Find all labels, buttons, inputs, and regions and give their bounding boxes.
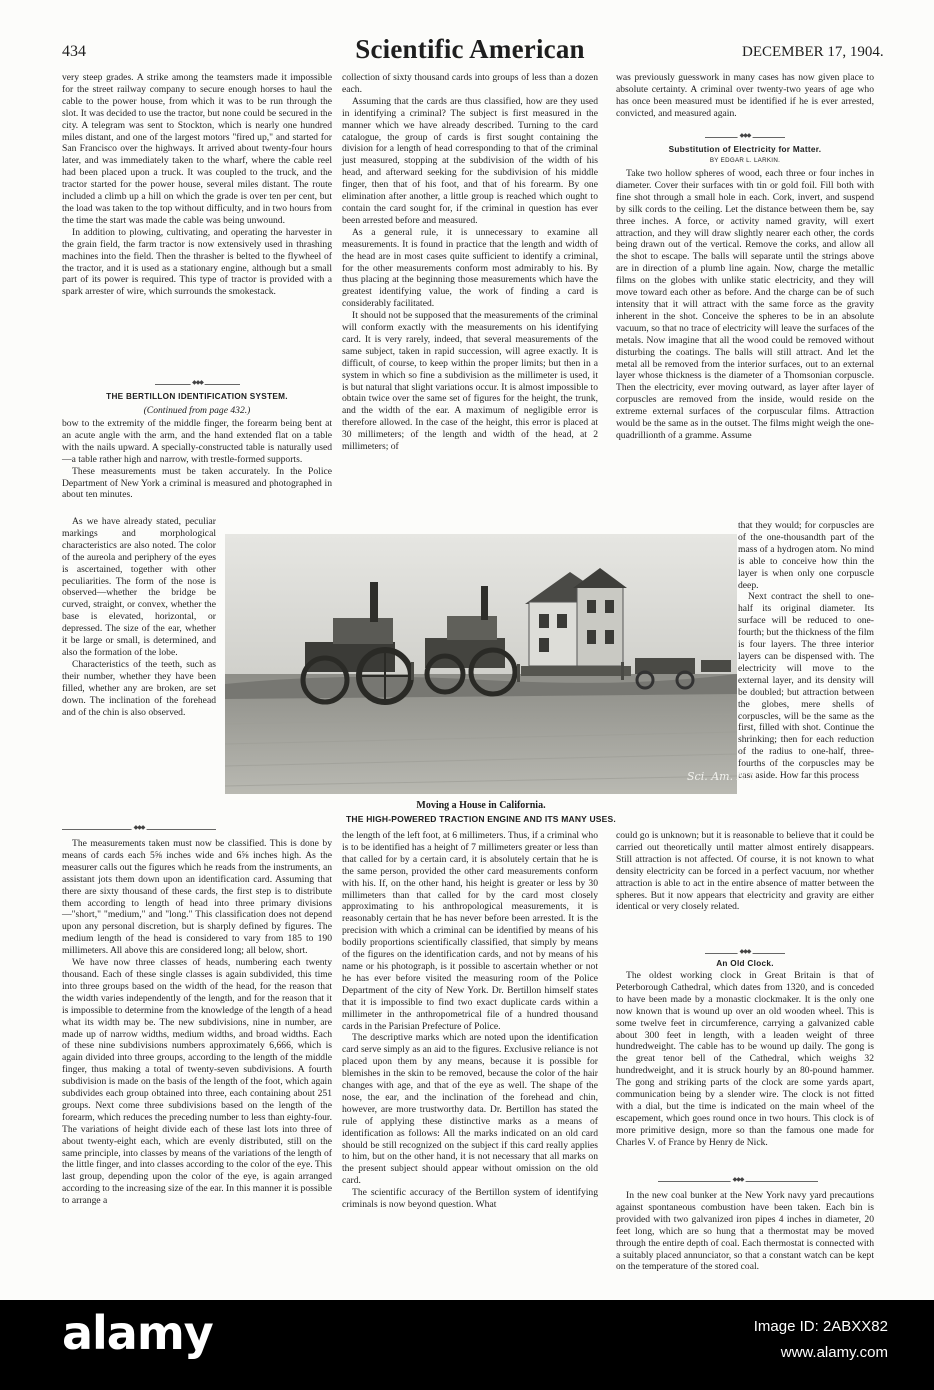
column-2-lower <box>342 830 598 1292</box>
paragraph-classified: The measurements taken must now be classified. This is done by means of cards each 5⅝ inches wide and 6⅝ inches high. As the measurer calls out the figures which he reads from the instruments, an assistant jots them down upon an identification card. Assuming that there are sixty thousand of these cards, the first step is to distribute them according to length of head into three primary divisions—"short," "medium," and "long." This classification does not depend upon any personal discretion, but is sharply defined by figures. The medium length of the head is considered to vary from 185 to 190 millimeters. All above this are considered long; all below, short. <box>62 838 332 957</box>
paragraph-markings: As we have already stated, peculiar markings and morphological characteristics are also noted. The color of the aureola and periphery of the eyes is ascertained, together with other peculiarities. The form of the nose is observed—whether the bridge be curved, straight, or convex, whether the base is elevated, horizontal, or depressed. The size of the ear, whether it be large or small, is determined, and also the formation of the lobe. <box>62 516 216 658</box>
column-3-narrow <box>738 520 874 825</box>
paragraph-could-go: could go is unknown; but it is reasonable to believe that it could be carried out theoretically until matter almost entirely disappears. Still attraction is not affected. Of course, it is not known to what density electricity can be forced in a perfect vacuum, nor whether attraction is able to act in the entire absence of matter between the spheres. But it now appears that electricity and gravity are either identical or very closely related. <box>616 830 874 913</box>
bertillon-continued-note: (Continued from page 432.) <box>143 405 251 416</box>
paragraph-accurately: These measurements must be taken accurately. In the Police Department of New York a criminal is measured and photographed in about ten minutes. <box>62 465 332 501</box>
separator-rule <box>658 1181 818 1182</box>
column-3-electricity <box>616 168 874 518</box>
separator-rule <box>155 384 240 385</box>
paragraph-teamsters: very steep grades. A strike among the teamsters made it impossible for the street railway company to secure enough horses to haul the cable to the power house, from which it was to be run through the slot. It was decided to use the tractor, but none could be secured in the city. A telegram was sent to Stockton, which is nearly one hundred miles distant, and one of the largest motors "fired up," and started for San Francisco over the highways. It arrived about twenty-four hours later, and was immediately taken to the wharf, where the cable reel had been placed upon a truck. It was coupled to the truck, and the tractor started for the power house, several miles distant. The route included a climb up a hill on which the grade is over ten per cent, but the load was taken to the top without difficulty, and in two hours from the time the start was made the cable was being unwound. <box>62 72 332 226</box>
paragraph-forearm: bow to the extremity of the middle finger, the forearm being bent at an acute angle with the arm, and the hand extended flat on a table with the nails upward. A specially-constructed table is naturally used—a table rather high and narrow, with trestle-formed supports. <box>62 418 332 465</box>
watermark-image-id: Image ID: 2ABXX82 <box>753 1318 888 1335</box>
column-3-clock <box>616 970 874 1178</box>
paragraph-plowing: In addition to plowing, cultivating, and operating the harvester in the grain field, the farm tractor is now extensively used in thrashing machines into the field. Then the thrasher is belted to the flywheel of the tractor, and it is used as a stationary engine, although but a small part of its power is required. This type of tractor is provided with a spark arrester of wire, which surrounds the smokestack. <box>62 226 332 298</box>
paragraph-left-foot: the length of the left foot, at 6 millimeters. Thus, if a criminal who is to be identified has a height of 7 millimeters greater or less than that called for by a certain card, it is absolutely certain that he is the same person, provided the other card measurements conform with his. If, on the other hand, his height is greater or less by 30 millimeters than that called for by the card most closely approximating to his anthropological measurements, it is reasonably certain that he has never before been arrested. It is the precision with which a criminal can be identified by means of his bodily proportions scientifically classified, that simply by means of the figures on the identification cards, and not by means of his name or his photograph, is it possible to ascertain whether or not he has ever before visited the measuring room of the Police Department of the city of New York. Dr. Bertillon himself states that it is impossible to find two exact duplicate cards within a millimeter in the anthropometrical file of a hundred thousand cards in the Parisian Prefecture of Police. <box>342 830 598 1032</box>
clock-heading: An Old Clock. <box>716 959 774 968</box>
electricity-heading: Substitution of Electricity for Matter. <box>668 145 822 154</box>
column-3-top <box>616 72 874 132</box>
column-3-lower <box>616 830 874 950</box>
separator-rule <box>62 829 216 830</box>
separator-rule <box>705 953 785 954</box>
watermark-logo: alamy <box>62 1306 213 1360</box>
issue-date: DECEMBER 17, 1904. <box>742 44 884 60</box>
column-1-forearm <box>62 418 332 514</box>
paragraph-teeth: Characteristics of the teeth, such as their number, whether they have been filled, whether any are broken, are set down. The inclination of the forehead and of the chin is also observed. <box>62 658 216 718</box>
paragraph-not-supposed: It should not be supposed that the measurements of the criminal will conform exactly with the measurements on his identifying card. It is very rarely, indeed, that several measurements of the same subject, taken in rapid succession, will agree exactly. It is difficult, of course, to keep within the proper limits; but then in a system in which so fine a subdivision as the millimeter is used, it is but natural that slight variations occur. It is almost impossible to obtain twice over the same set of figures for the height, the trunk, and the width of the ear. A maximum of negligible error is therefore allowed. In the case of the height, this error is placed at 30 millimeters; of the length and width of the head, at 2 millimeters; of <box>342 310 598 453</box>
magazine-title: Scientific American <box>355 34 585 64</box>
paragraph-assuming: Assuming that the cards are thus classified, how are they used in identifying a criminal? The subject is first measured in the manner which we have already described. Turning to the card catalogue, the group of cards is first sought containing the division for a length of head corresponding to that of the criminal just measured, stopping at the subdivision of the width of his head, and afterward seeking for the subdivision of his middle finger, then that of his foot, and that of his forearm. By one elimination after another, a little group is reached which ought to contain the card sought for, if the criminal in question has ever been arrested before and measured. <box>342 95 598 226</box>
paragraph-clock: The oldest working clock in Great Britain is that of Peterborough Cathedral, which dates from 1320, and is conceded to have been made by a monastic clockmaker. It is the only one now known that is wound up over an old wooden wheel. This is some twelve feet in circumference, carrying a galvanized cable about 300 feet in length, with a leaden weight of three hundredweight. The cable has to be wound up daily. The gong is the great tenor bell of the Cathedral, which weighs 32 hundredweight, and it is struck hourly by an 80-pound hammer. The gong and striking parts of the clock are some yards apart, communication being by a slender wire. The clock is not fitted with a dial, but the time is indicated on the main wheel of the escapement, which goes round once in two hours. This clock is of more primitive design, more so than the famous one made for Charles V. of France by Henry de Nick. <box>616 970 874 1148</box>
paragraph-three-classes: We have now three classes of heads, numbering each twenty thousand. Each of these single classes is again subdivided, this time into three groups based on the width of the head, for the reason that the width varies independently of the length, and for the reason that it is impossible to determine from the knowledge of the length of a head what its width may be. The new subdivisions, nine in number, are made up of narrow widths, medium widths, and broad widths. Each of these nine subdivisions numbers approximately 6,666, which is again divided into three groups, according to the length of the middle finger, thus making a total of twenty-seven subdivisions. A fourth subdivision is made on the basis of the length of the foot, which again subdivides each group obtained into three, each containing about 251 groups. Next come three subdivisions based on the length of the forearm, which reduces the preceding number to less than eighty-four. The variations of height divide each of these last lots into three of about twenty-eight each, which are evenly distributed, still on the same principle, into classes by means of the variations of the length of the little finger, and into classes according to the color of the eye. This last group, depending upon the color of the eye, is again arranged according to the increasing size of the ear. In this manner it is possible to arrange a <box>62 957 332 1207</box>
paragraph-coal: In the new coal bunker at the New York navy yard precautions against spontaneous combustion have been taken. Each bin is provided with two galvanized iron pipes 4 inches in diameter, 20 feet long, which are so hung that a thermostat may be moved through the entire depth of coal. Each thermostat is connected with a suitably placed annunciator, so that a constant watch can be kept on the temperature of the stored coal. <box>616 1190 874 1273</box>
paragraph-spheres: Take two hollow spheres of wood, each three or four inches in diameter. Cover their surfaces with tin or gold foil. Fill both with fine shot through a small hole in each. Cork, invert, and suspend by silk cords to the ceiling. Let the distance between them be, say three inches. A force, or activity named gravity, will exert attraction, and they will draw slightly nearer each other, the cords being drawn out of the vertical. Remove the corks, and allow all the shot to escape. The balls will separate until the strings above are in direction of a plumb line again. Now, charge the metallic films on the globes with unlike static electricity, and they will move toward each other as before. And the charge can be of such intensity that it will attract with the same force as the gravity inherent in the shot. Conceive the spheres to be in an absolute vacuum, so that no trace of electricity will leave the surfaces of the metals. Now imagine that all the wood could be removed without disturbing the coatings. The balls will still attract. And let the metal all be removed from the interior surfaces, out to an external layer whose thickness is the diameter of a Thomsonian corpuscle. Then the electricity, ever moving outward, as layer after layer of corpuscles are removed from the inside, would reside on the extreme external surfaces of the corpuscular films. Attraction would be the same as in the outset. The films might weigh the one-quadrillionth of a gramme. Assume <box>616 168 874 441</box>
electricity-byline: BY EDGAR L. LARKIN. <box>709 157 781 164</box>
photo-illustration <box>225 534 759 794</box>
watermark-url: www.alamy.com <box>780 1344 888 1361</box>
column-1-upper <box>62 72 332 378</box>
paragraph-corpuscles: that they would; for corpuscles are of the one-thousandth part of the mass of a hydrogen atom. No mind is able to conceive how thin the layer is when only one corpuscle deep. <box>738 520 874 591</box>
column-1-lower <box>62 838 332 1292</box>
bertillon-heading: THE BERTILLON IDENTIFICATION SYSTEM. <box>106 392 288 401</box>
paragraph-collection: collection of sixty thousand cards into groups of less than a dozen each. <box>342 72 598 95</box>
paragraph-contract: Next contract the shell to one-half its original diameter. Its surface will be reduced to one-fourth; but the thickness of the film is four layers. The three interior layers can be dispensed with. The electricity will move to the external layer, and its density will be doubled; but attraction between the globes, mere shells of corpuscles, will be the same as the first, filled with shot. Continue the shrinking; then for each reduction of the radius to one-half, three-fourths of the corpuscles may be cast aside. How far this process <box>738 591 874 782</box>
paragraph-accuracy: The scientific accuracy of the Bertillon system of identifying criminals is now beyond question. What <box>342 1187 598 1211</box>
paragraph-descriptive: The descriptive marks which are noted upon the identification card serve simply as an aid to the figures. Exclusive reliance is not placed upon them by any means, because it is possible for blemishes in the skin to be removed, because the color of the hair changes with age, and that of the eye as well. The shape of the nose, the ear, and the inclination of the forehead and chin, however, are more trustworthy data. Dr. Bertillon has stated the rule of applying these distinctive marks as a means of identification as follows: All the marks indicated on an old card should be still recognized on the subject if this card really applies to him, but on the other hand, it is not necessary that all marks on the present subject should appear without omission on the old card. <box>342 1032 598 1187</box>
separator-rule <box>705 137 785 138</box>
page-number: 434 <box>62 43 86 60</box>
paragraph-guesswork: was previously guesswork in many cases has now given place to absolute certainty. A criminal over twenty-two years of age who has once been measured must be identified if he is ever arrested, convicted, and measured again. <box>616 72 874 119</box>
column-3-coal <box>616 1190 874 1292</box>
column-2-upper <box>342 72 598 520</box>
figure-title: THE HIGH-POWERED TRACTION ENGINE AND ITS MANY USES. <box>346 814 616 824</box>
photo-caption: Moving a House in California. <box>416 800 546 811</box>
house-moving-photo <box>225 534 759 794</box>
paragraph-general-rule: As a general rule, it is unnecessary to examine all measurements. It is found in practice that the length and width of the head are in most cases quite sufficient to identify a criminal, for the other measurements conform most admirably to his. By thus placing at the beginning those measurements which have the greatest identifying value, the work of finding a card is considerably facilitated. <box>342 226 598 310</box>
column-1-narrow <box>62 516 216 821</box>
photo-signature: Sci. Am. N.Y. <box>687 770 759 783</box>
